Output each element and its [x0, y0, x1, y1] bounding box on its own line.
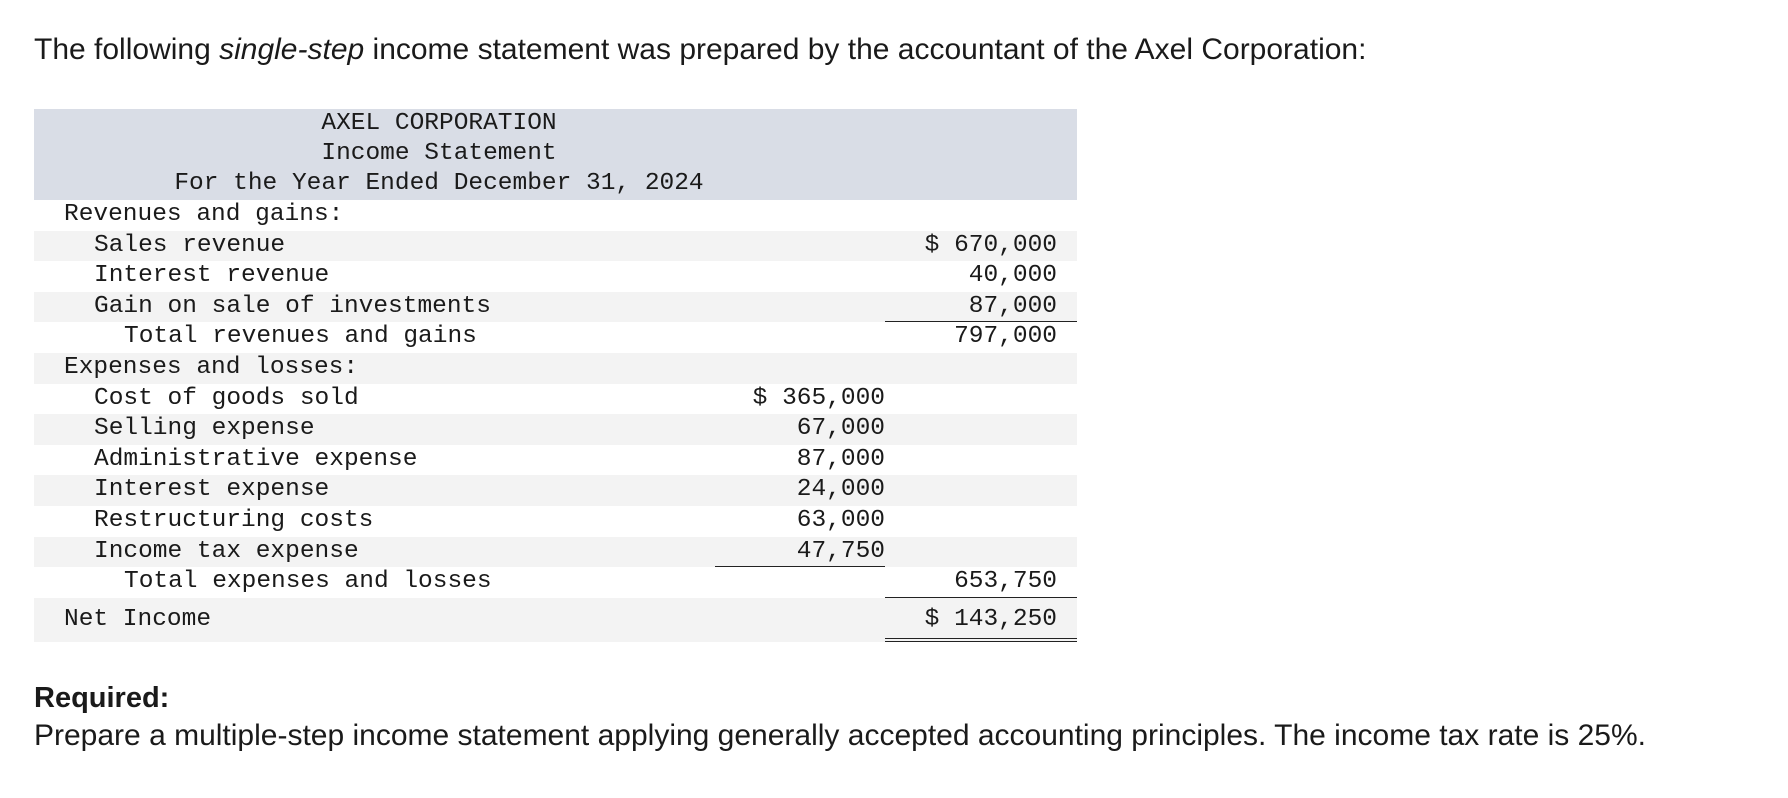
gain-on-sale-value: 87,000: [885, 292, 1077, 323]
net-income-label: Net Income: [64, 605, 212, 633]
income-statement-table: [34, 109, 1077, 642]
net-income-row: [34, 598, 1077, 642]
expenses-header: Expenses and losses:: [64, 353, 359, 381]
statement-header: [34, 109, 1077, 200]
total-expenses-row: [34, 567, 1077, 598]
intro-text-after: income statement was prepared by the accountant of the Axel Corporation:: [364, 33, 1367, 66]
interest-expense-row: [34, 475, 1077, 506]
admin-expense-value: 87,000: [796, 445, 885, 473]
interest-expense-label: Interest expense: [94, 476, 330, 504]
income-tax-row: [34, 537, 1077, 568]
intro-emphasis: single-step: [219, 33, 365, 66]
sales-revenue-label: Sales revenue: [94, 231, 286, 259]
total-revenues-value: 797,000: [954, 323, 1057, 351]
company-name: AXEL CORPORATION: [321, 110, 557, 137]
sales-revenue-value: $ 670,000: [924, 231, 1057, 259]
expenses-header-row: [34, 353, 1077, 384]
total-expenses-value: 653,750: [885, 567, 1077, 598]
sales-revenue-row: [34, 231, 1077, 262]
cogs-value: $ 365,000: [752, 384, 885, 412]
net-income-value: $ 143,250: [885, 598, 1077, 642]
interest-revenue-value: 40,000: [968, 262, 1057, 290]
intro-text-before: The following: [34, 33, 220, 66]
gain-on-sale-label: Gain on sale of investments: [94, 292, 491, 320]
selling-expense-row: [34, 414, 1077, 445]
problem-intro: [34, 28, 1366, 72]
restructuring-row: [34, 506, 1077, 537]
gain-on-sale-row: [34, 292, 1077, 323]
income-tax-label: Income tax expense: [94, 537, 359, 565]
cogs-label: Cost of goods sold: [94, 384, 359, 412]
total-revenues-label: Total revenues and gains: [124, 323, 477, 351]
revenues-header-row: [34, 200, 1077, 231]
required-instructions: Prepare a multiple-step income statement applying generally accepted accounting principles. The income tax rate is 25%.: [34, 719, 1646, 752]
interest-expense-value: 24,000: [796, 476, 885, 504]
income-tax-value: 47,750: [715, 537, 885, 568]
selling-expense-value: 67,000: [796, 415, 885, 443]
restructuring-value: 63,000: [796, 506, 885, 534]
statement-title: Income Statement: [321, 140, 557, 167]
selling-expense-label: Selling expense: [94, 415, 315, 443]
total-revenues-row: [34, 322, 1077, 353]
admin-expense-label: Administrative expense: [94, 445, 418, 473]
required-heading: Required:: [34, 682, 170, 714]
interest-revenue-label: Interest revenue: [94, 262, 330, 290]
admin-expense-row: [34, 445, 1077, 476]
total-expenses-label: Total expenses and losses: [124, 568, 492, 596]
statement-period: For the Year Ended December 31, 2024: [174, 170, 704, 197]
interest-revenue-row: [34, 261, 1077, 292]
restructuring-label: Restructuring costs: [94, 506, 374, 534]
revenues-header: Revenues and gains:: [64, 201, 344, 228]
cogs-row: [34, 384, 1077, 415]
